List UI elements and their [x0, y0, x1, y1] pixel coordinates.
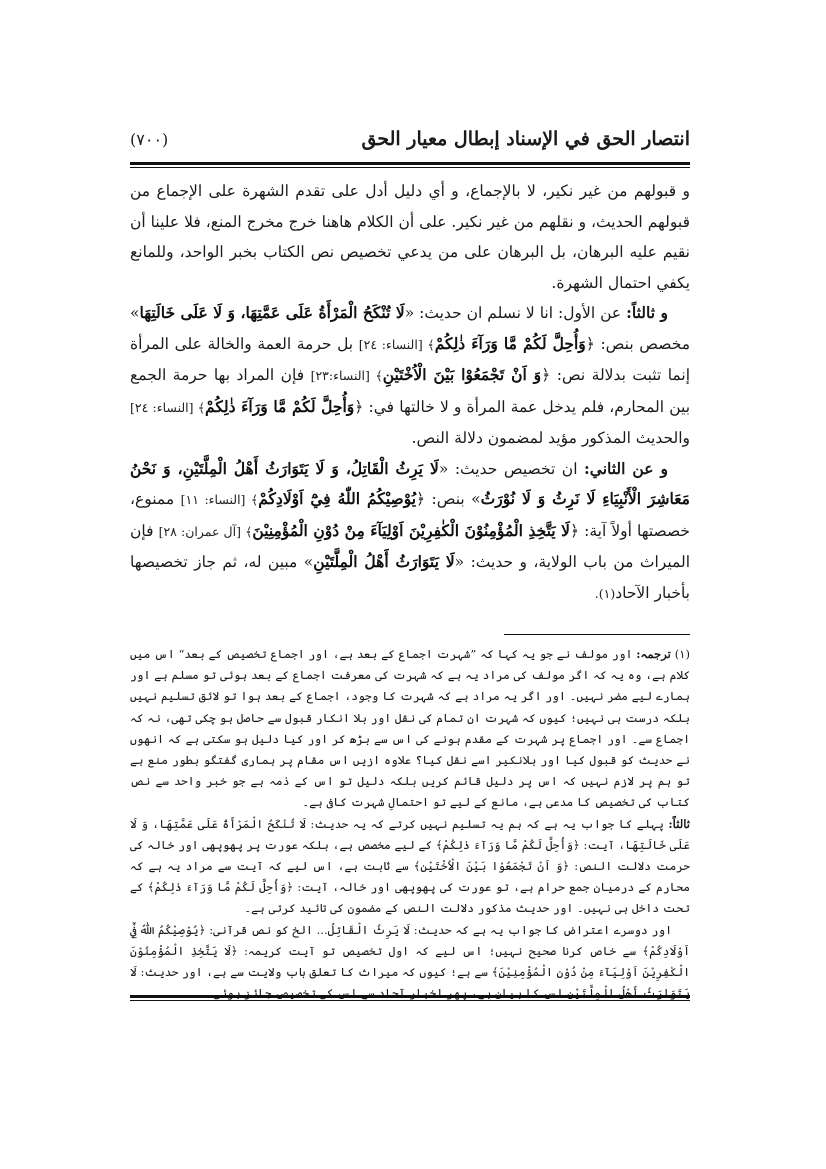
verse-reference: ﴾ [النساء: ٢٤] — [358, 336, 435, 352]
paragraph-3 — [130, 454, 690, 610]
text-span: ان تخصيص حديث: « — [438, 459, 578, 478]
quran-verse: لَا يَتَّخِذِ الْمُؤْمِنُوْنَ الْكٰفِرِيْنَ اَوْلِيَآءَ مِنْ دُوْنِ الْمُؤْمِنِيْنَ — [252, 520, 570, 540]
quran-verse: وَأُحِلَّ لَكُمْ مَّا وَرَآءَ ذٰلِكُمْ — [205, 396, 355, 416]
quran-verse: وَ اَنْ تَجْمَعُوْا بَيْنَ الْاُخْتَيْنِ — [382, 365, 542, 384]
text-span: والحديث المذكور مؤيد لمضمون دلالة النص. — [411, 429, 690, 447]
verse-reference: ﴾ [النساء:٢٣] — [310, 368, 383, 383]
paragraph-1: و قبولهم من غير نكير، لا بالإجماع، و أي دليل أدل على تقدم الشهرة على الإجماع من قبولهم الحديث، و نقلهم من غير نكير. على أن الكلام هاهنا خرج مخرج المنع، فلا علينا أن نقيم عليه البرهان، بل البرهان على من يدعي تخصيص نص الكتاب بخبر الواحد، وللمانع يكفي احتمال الشهرة. — [130, 182, 690, 292]
footnote-1-text: اور مولف نے جو یہ کہا کہ ”شہرت اجماع کے بعد ہے، اور اجماع تخصیص کے بعد“ اس میں کلام ہے، وہ یہ کہ اگر مولف کی مراد یہ ہے کہ شہرت کی معرفت اجماع کے بعد ہوئی تو مسلم ہے اور ہمارے لیے مضر نہیں۔ اور اگر یہ مراد ہے کہ شہرت کا وجود، اجماع کے بعد ہوا تو لائق تسلیم نہیں بلکہ درست ہی نہیں؛ کیوں کہ شہرت ان تمام کی نقل اور بلا انکار قبول سے حاصل ہو چکی تھی، نہ کہ اجماع سے۔ اور اجماع پر شہرت کے مقدم ہونے کی اس سے بڑھ کر اور کیا دلیل ہو سکتی ہے کہ انھوں نے حدیث کو قبول کیا اور بلانکیر اسے نقل کیا؟ علاوہ ازیں اس مقام پر ہماری گفتگو بطور منع ہے تو ہم پر لازم نہیں کہ اس پر دلیل قائم کریں بلکہ دلیل تو اس کے ذمہ ہے جو خبر واحد سے نص کتاب کی تخصیص کا مدعی ہے، مانع کے لیے تو احتمالِ شہرت کافی ہے۔ — [130, 647, 690, 810]
footnote-1-marker: (١) — [674, 647, 691, 661]
page-header — [130, 128, 690, 160]
text-span: » مبين له، ثم جاز تخصيصها بأخبار الآحاد — [130, 553, 690, 602]
footnote-2-text: پہلے کا جواب یہ ہے کہ ہم یہ تسلیم نہیں کرتے کہ یہ حدیث: لَا تُنْكَحُ الْمَرْأَةُ عَلَى عَمَّتِهَا، وَ لَا عَلَى خَالَتِهَا، آیت: ﴿وَأُحِلَّ لَكُمْ مَّا وَرَآءَ ذٰلِكُمْ﴾ کے لیے مخصص ہے، بلکہ عورت پر پھوپھی اور خالہ کی حرمت دلالت النص: ﴿وَ اَنْ تَجْمَعُوْا بَيْنَ الْاُخْتَيْنِ﴾ سے ثابت ہے، اس لیے کہ آیت سے مراد یہ ہے کہ محارم کے درمیان جمع حرام ہے، تو عورت کی پھوپھی اور خالہ، آیت: ﴿وَأُحِلَّ لَكُمْ مَّا وَرَآءَ ذٰلِكُمْ﴾ کے تحت داخل ہی نہیں۔ اور حدیث مذکور دلالت النص کے مضمون کی تائید کرتی ہے۔ — [130, 816, 690, 916]
quran-verse: يُوْصِيْكُمُ اللّٰهُ فِيْٓ اَوْلَادِكُمْ — [258, 489, 417, 508]
footnote-1-lead: ترجمہ: — [636, 647, 671, 661]
verse-reference: ﴾ [النساء: ٢٤] — [130, 399, 206, 415]
text-span: بل حرمة العمة والخالة على المرأة إنما تثبت بدلالة نص: ﴿ — [130, 334, 690, 384]
footnote-separator — [504, 634, 690, 635]
footnote-2 — [130, 814, 690, 920]
header-rule — [130, 162, 690, 165]
hadith-text: لَا يَرِثُ الْقَاتِلُ، وَ لَا يَتَوَارَثُ أَهْلُ الْمِلَّتَيْنِ، وَ نَحْنُ مَعَاشِرَ الْأَنْبِيَاءِ لَا نَرِثُ وَ لَا نُوْرَثُ — [130, 458, 690, 508]
text-span: » بنص: ﴿ — [416, 490, 481, 508]
text-span: فإن المراد بها حرمة الجمع بين المحارم، فلم يدخل عمة المرأة و لا خالتها في: ﴿ — [130, 366, 691, 416]
text-span: عن الأول: انا لا نسلم ان حديث: « — [404, 304, 622, 322]
text-span: ممنوع، خصصتها أولاً آية: ﴿ — [130, 490, 691, 540]
verse-reference: ﴾ [آل عمران: ٢٨] — [158, 523, 253, 539]
running-title: انتصار الحق في الإسناد إبطال معيار الحق — [361, 128, 690, 150]
main-text — [130, 176, 690, 609]
paragraph-3-lead: و عن الثاني: — [584, 458, 668, 478]
footnote-2-lead: ثالثاً: — [668, 816, 691, 831]
verse-reference: ﴾ [النساء: ١١] — [180, 492, 259, 507]
footer-rule-thin — [130, 1000, 690, 1001]
paragraph-2 — [130, 298, 690, 454]
footnote-3: اور دوسرے اعتراض کا جواب یہ ہے کہ حدیث: لَا يَرِثُ الْقَاتِلُ... الخ کو نص قرآنی: ﴿يُوْصِيْكُمُ اللّٰهُ فِيْٓ اَوْلَادِكُمْ﴾ سے خاص کرنا صحیح نہیں؛ اس لیے کہ اول تخصیص تو آیت کریمہ: ﴿لَا يَتَّخِذِ الْمُؤْمِنُوْنَ الْكٰفِرِيْنَ اَوْلِيَآءَ مِنْ دُوْنِ الْمُؤْمِنِيْنَ﴾ سے ہے؛ کیوں کہ میراث کا تعلق باب ولایت سے ہے، اور حدیث: لَا يَتَوَارَثُ أَهْلُ الْمِلَّتَيْنِ اس کا بیان ہے، پھر اخبار آحاد سے اس کی تخصیص جائز ہوئی۔ — [130, 922, 690, 1001]
footnote-marker: (١). — [594, 585, 616, 601]
page-number: (٧٠٠) — [130, 130, 169, 149]
footer-rule — [130, 995, 690, 998]
text-span: » مخصص بنص: ﴿ — [130, 304, 691, 353]
hadith-text: لَا يَتَوَارَثُ أَهْلُ الْمِلَّتَيْنِ — [313, 552, 455, 571]
footnote-1 — [130, 644, 690, 814]
header-rule-thin — [130, 167, 690, 168]
footnotes — [130, 644, 690, 1004]
paragraph-2-lead: و ثالثاً: — [626, 303, 668, 322]
hadith-text: لَا تُنْكَحُ الْمَرْأَةُ عَلَى عَمَّتِهَا، وَ لَا عَلَى خَالَتِهَا — [139, 303, 405, 322]
quran-verse: وَأُحِلَّ لَكُمْ مَّا وَرَآءَ ذٰلِكُمْ — [434, 333, 586, 353]
text-span: فإن الميراث من باب الولاية، و حديث: « — [130, 521, 691, 571]
